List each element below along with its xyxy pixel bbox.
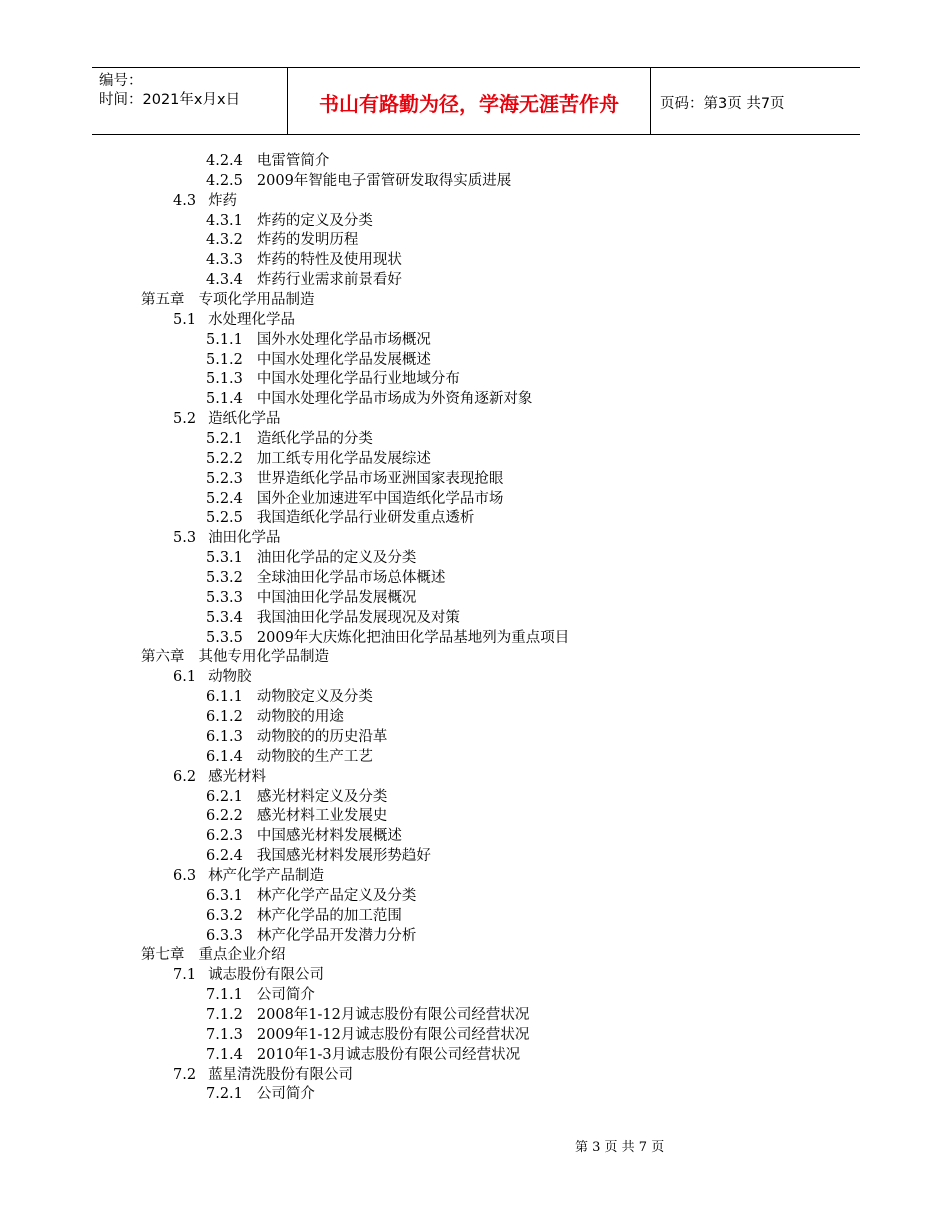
- toc-number: 5.3.2: [206, 570, 243, 587]
- toc-number: 5.1.1: [206, 331, 243, 348]
- toc-subsection: [0, 172, 950, 192]
- toc-chapter: [0, 648, 950, 668]
- toc-title: 林产化学产品定义及分类: [256, 887, 417, 904]
- toc-number: 6.3: [173, 867, 197, 884]
- toc-title: 水处理化学品: [208, 311, 296, 328]
- toc-title: 2009年智能电子雷管研发取得实质进展: [256, 172, 512, 189]
- toc-subsection: [0, 1046, 950, 1066]
- header-page-number: 页码：第3页 共7页: [660, 96, 785, 112]
- toc-title: 国外企业加速进军中国造纸化学品市场: [256, 490, 504, 507]
- toc-subsection: [0, 807, 950, 827]
- toc-subsection: [0, 549, 950, 569]
- toc-subsection: [0, 589, 950, 609]
- toc-subsection: [0, 827, 950, 847]
- toc-subsection: [0, 351, 950, 371]
- toc-number: 6.2.1: [206, 788, 243, 805]
- toc-subsection: [0, 271, 950, 291]
- toc-subsection: [0, 212, 950, 232]
- toc-subsection: [0, 629, 950, 649]
- toc-number: 5.1.3: [206, 371, 243, 388]
- toc-title: 感光材料工业发展史: [256, 808, 388, 825]
- toc-subsection: [0, 569, 950, 589]
- toc-title: 油田化学品: [208, 530, 281, 547]
- toc-title: 专项化学用品制造: [198, 292, 315, 309]
- table-of-contents: [0, 152, 950, 1105]
- toc-title: 动物胶的生产工艺: [256, 748, 373, 765]
- toc-section: [0, 192, 950, 212]
- toc-number: 5.2.3: [206, 470, 243, 487]
- toc-section: [0, 668, 950, 688]
- document-number-label: 编号：: [99, 73, 143, 89]
- toc-title: 我国油田化学品发展现况及对策: [256, 609, 460, 626]
- toc-title: 动物胶: [208, 669, 252, 686]
- toc-title: 感光材料: [208, 768, 267, 785]
- toc-title: 炸药行业需求前景看好: [256, 272, 402, 289]
- toc-title: 造纸化学品的分类: [256, 431, 373, 448]
- toc-number: 6.1.3: [206, 728, 243, 745]
- toc-title: 林产化学品的加工范围: [256, 907, 402, 924]
- toc-title: 中国水处理化学品市场成为外资角逐新对象: [256, 391, 533, 408]
- toc-subsection: [0, 688, 950, 708]
- page-header: [92, 67, 860, 135]
- toc-title: 炸药的特性及使用现状: [256, 252, 402, 269]
- toc-title: 中国水处理化学品行业地域分布: [256, 371, 460, 388]
- toc-title: 2008年1-12月诚志股份有限公司经营状况: [256, 1006, 530, 1023]
- toc-title: 公司简介: [256, 987, 315, 1004]
- toc-number: 5.3.1: [206, 550, 243, 567]
- toc-number: 4.3.4: [206, 272, 243, 289]
- toc-number: 5.3.4: [206, 609, 243, 626]
- toc-subsection: [0, 907, 950, 927]
- toc-number: 4.2.5: [206, 172, 243, 189]
- toc-title: 动物胶的的历史沿革: [256, 728, 388, 745]
- toc-title: 炸药的发明历程: [256, 232, 359, 249]
- toc-section: [0, 529, 950, 549]
- toc-title: 公司简介: [256, 1086, 315, 1103]
- toc-title: 动物胶定义及分类: [256, 689, 373, 706]
- toc-title: 油田化学品的定义及分类: [256, 550, 417, 567]
- toc-section: [0, 966, 950, 986]
- toc-number: 7.1.2: [206, 1006, 243, 1023]
- toc-title: 世界造纸化学品市场亚洲国家表现抢眼: [256, 470, 504, 487]
- toc-number: 5.2: [173, 411, 197, 428]
- toc-title: 我国造纸化学品行业研发重点透析: [256, 510, 475, 527]
- toc-number: 6.2.4: [206, 848, 243, 865]
- toc-section: [0, 410, 950, 430]
- toc-subsection: [0, 450, 950, 470]
- toc-number: 4.3: [173, 192, 197, 209]
- toc-subsection: [0, 331, 950, 351]
- toc-number: 5.2.5: [206, 510, 243, 527]
- toc-number: 5.1.2: [206, 351, 243, 368]
- toc-number: 7.2.1: [206, 1086, 243, 1103]
- toc-subsection: [0, 927, 950, 947]
- toc-number: 第六章: [141, 649, 185, 666]
- toc-chapter: [0, 291, 950, 311]
- toc-title: 感光材料定义及分类: [256, 788, 388, 805]
- toc-number: 7.1.4: [206, 1046, 243, 1063]
- toc-title: 林产化学品开发潜力分析: [256, 927, 417, 944]
- toc-title: 我国感光材料发展形势趋好: [256, 848, 431, 865]
- toc-section: [0, 1066, 950, 1086]
- toc-title: 其他专用化学品制造: [198, 649, 329, 666]
- toc-subsection: [0, 1026, 950, 1046]
- toc-number: 6.1: [173, 669, 197, 686]
- toc-title: 炸药的定义及分类: [256, 212, 373, 229]
- toc-number: 6.3.3: [206, 927, 243, 944]
- toc-subsection: [0, 231, 950, 251]
- toc-title: 炸药: [208, 192, 238, 209]
- toc-number: 6.3.1: [206, 887, 243, 904]
- toc-section: [0, 867, 950, 887]
- toc-subsection: [0, 887, 950, 907]
- toc-number: 6.2: [173, 768, 197, 785]
- toc-number: 5.2.4: [206, 490, 243, 507]
- toc-subsection: [0, 986, 950, 1006]
- toc-subsection: [0, 509, 950, 529]
- header-divider: [650, 68, 651, 134]
- toc-title: 重点企业介绍: [198, 947, 286, 964]
- toc-subsection: [0, 1006, 950, 1026]
- toc-subsection: [0, 370, 950, 390]
- toc-number: 5.1.4: [206, 391, 243, 408]
- toc-number: 7.1.1: [206, 987, 243, 1004]
- toc-title: 2010年1-3月诚志股份有限公司经营状况: [256, 1046, 521, 1063]
- toc-subsection: [0, 708, 950, 728]
- toc-subsection: [0, 728, 950, 748]
- toc-number: 5.2.2: [206, 450, 243, 467]
- toc-subsection: [0, 430, 950, 450]
- toc-title: 2009年1-12月诚志股份有限公司经营状况: [256, 1026, 530, 1043]
- toc-title: 电雷管简介: [256, 153, 330, 169]
- document-time-label: 时间：2021年x月x日: [99, 92, 241, 108]
- toc-title: 国外水处理化学品市场概况: [256, 331, 431, 348]
- toc-title: 诚志股份有限公司: [208, 967, 325, 984]
- toc-number: 第七章: [141, 947, 185, 964]
- toc-number: 5.3.5: [206, 629, 243, 646]
- toc-title: 蓝星清洗股份有限公司: [208, 1066, 354, 1083]
- toc-number: 6.1.4: [206, 748, 243, 765]
- toc-number: 6.1.1: [206, 689, 243, 706]
- toc-title: 动物胶的用途: [256, 709, 344, 726]
- toc-number: 7.1: [173, 967, 197, 984]
- toc-subsection: [0, 609, 950, 629]
- toc-number: 6.1.2: [206, 709, 243, 726]
- toc-number: 5.3: [173, 530, 197, 547]
- toc-title: 造纸化学品: [208, 411, 281, 428]
- toc-number: 5.1: [173, 311, 197, 328]
- toc-section: [0, 768, 950, 788]
- toc-subsection: [0, 490, 950, 510]
- header-motto: 书山有路勤为径，学海无涯苦作舟: [319, 92, 619, 116]
- toc-number: 4.3.1: [206, 212, 243, 229]
- toc-number: 6.2.3: [206, 828, 243, 845]
- toc-number: 5.2.1: [206, 431, 243, 448]
- toc-subsection: [0, 1085, 950, 1105]
- toc-title: 2009年大庆炼化把油田化学品基地列为重点项目: [256, 629, 570, 646]
- toc-number: 7.2: [173, 1066, 197, 1083]
- toc-number: 7.1.3: [206, 1026, 243, 1043]
- toc-subsection: [0, 748, 950, 768]
- toc-subsection: [0, 470, 950, 490]
- toc-subsection: [0, 847, 950, 867]
- toc-title: 中国油田化学品发展概况: [256, 589, 417, 606]
- toc-title: 中国水处理化学品发展概述: [256, 351, 431, 368]
- page-footer: 第 3 页 共 7 页: [575, 1140, 665, 1155]
- toc-number: 4.2.4: [206, 153, 243, 169]
- toc-title: 全球油田化学品市场总体概述: [256, 570, 446, 587]
- toc-title: 中国感光材料发展概述: [256, 828, 402, 845]
- toc-number: 4.3.3: [206, 252, 243, 269]
- toc-subsection: [0, 152, 950, 172]
- toc-chapter: [0, 946, 950, 966]
- toc-number: 6.2.2: [206, 808, 243, 825]
- toc-section: [0, 311, 950, 331]
- toc-title: 加工纸专用化学品发展综述: [256, 450, 431, 467]
- toc-number: 第五章: [141, 292, 185, 309]
- toc-subsection: [0, 251, 950, 271]
- toc-subsection: [0, 390, 950, 410]
- toc-title: 林产化学产品制造: [208, 867, 325, 884]
- toc-number: 6.3.2: [206, 907, 243, 924]
- toc-subsection: [0, 788, 950, 808]
- toc-number: 5.3.3: [206, 589, 243, 606]
- toc-number: 4.3.2: [206, 232, 243, 249]
